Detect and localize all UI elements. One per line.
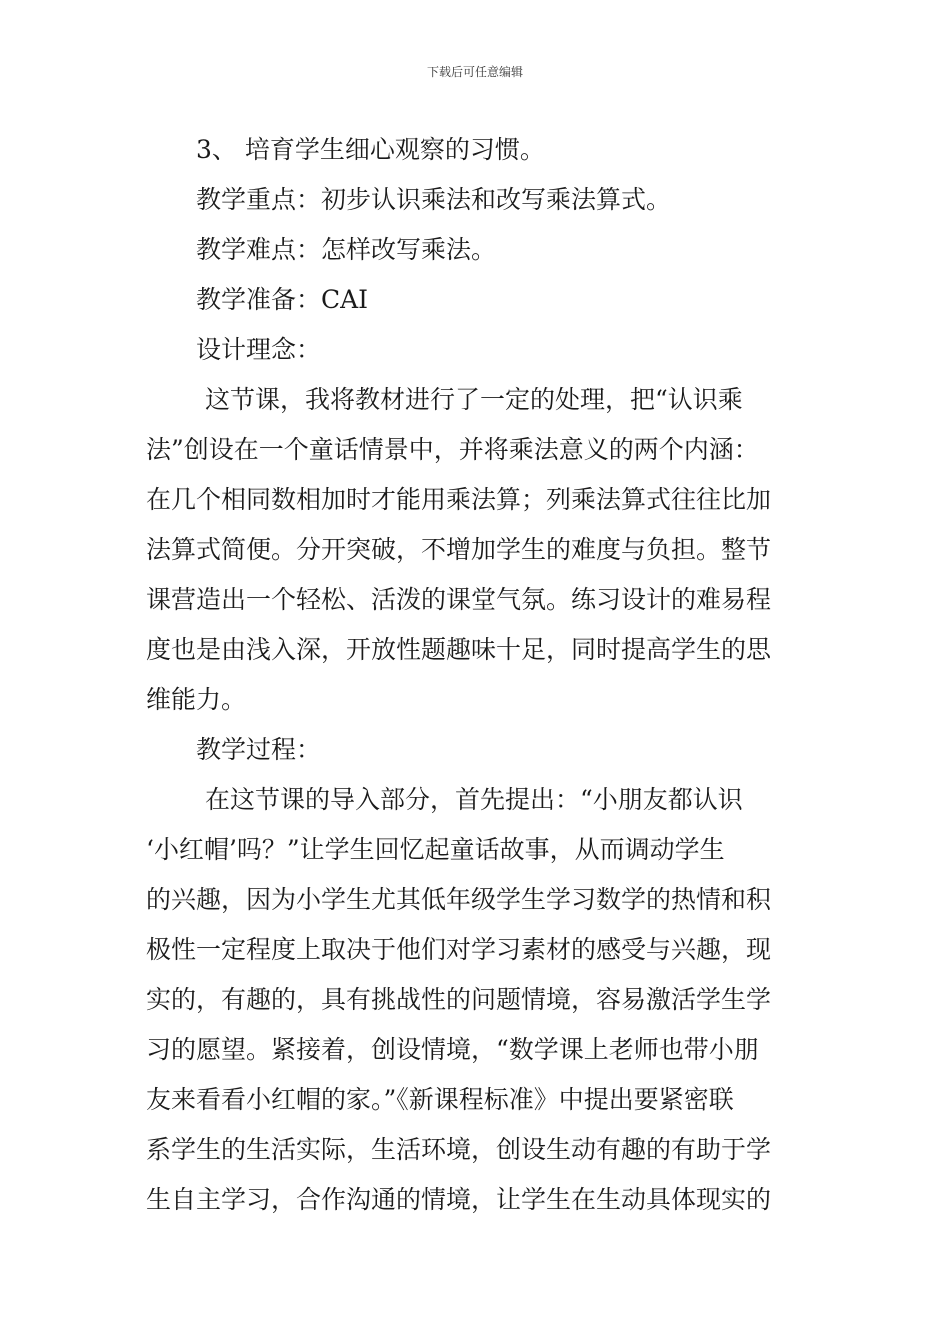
key-point-line: 教学重点：初步认识乘法和改写乘法算式。 [196,185,672,214]
paragraph-line: ‘小红帽’吗？”让学生回忆起童话故事，从而调动学生 [146,835,725,864]
paragraph-line: 维能力。 [146,685,247,714]
paragraph-line: 法算式简便。分开突破，不增加学生的难度与负担。整节 [146,535,772,564]
page-header: 下载后可任意编辑 [426,65,523,79]
paragraph-line: 课营造出一个轻松、活泼的课堂气氛。练习设计的难易程 [146,585,772,614]
paragraph-line: 极性一定程度上取决于他们对学习素材的感受与兴趣，现 [146,935,772,964]
paragraph-line: 生自主学习，合作沟通的情境，让学生在生动具体现实的 [146,1185,772,1214]
objective-line: 3、 培育学生细心观察的习惯。 [196,135,545,164]
paragraph-line: 这节课，我将教材进行了一定的处理，把“认识乘 [205,385,743,414]
paragraph-line: 在这节课的导入部分，首先提出：“小朋友都认识 [205,785,743,814]
paragraph-line: 法”创设在一个童话情景中，并将乘法意义的两个内涵： [146,435,759,464]
paragraph-line: 度也是由浅入深，开放性题趣味十足，同时提高学生的思 [146,635,772,664]
preparation-line: 教学准备：CAI [196,285,369,314]
teaching-process-heading: 教学过程： [196,735,322,764]
paragraph-line: 在几个相同数相加时才能用乘法算；列乘法算式往往比加 [146,485,772,514]
paragraph-line: 习的愿望。紧接着，创设情境，“数学课上老师也带小朋 [146,1035,759,1064]
design-concept-heading: 设计理念： [196,335,322,364]
paragraph-line: 的兴趣，因为小学生尤其低年级学生学习数学的热情和积 [146,885,772,914]
paragraph-line: 实的，有趣的，具有挑战性的问题情境，容易激活学生学 [146,985,772,1014]
difficulty-line: 教学难点：怎样改写乘法。 [196,235,497,264]
paragraph-line: 友来看看小红帽的家。”《新课程标准》中提出要紧密联 [146,1085,734,1114]
paragraph-line: 系学生的生活实际，生活环境，创设生动有趣的有助于学 [146,1135,772,1164]
